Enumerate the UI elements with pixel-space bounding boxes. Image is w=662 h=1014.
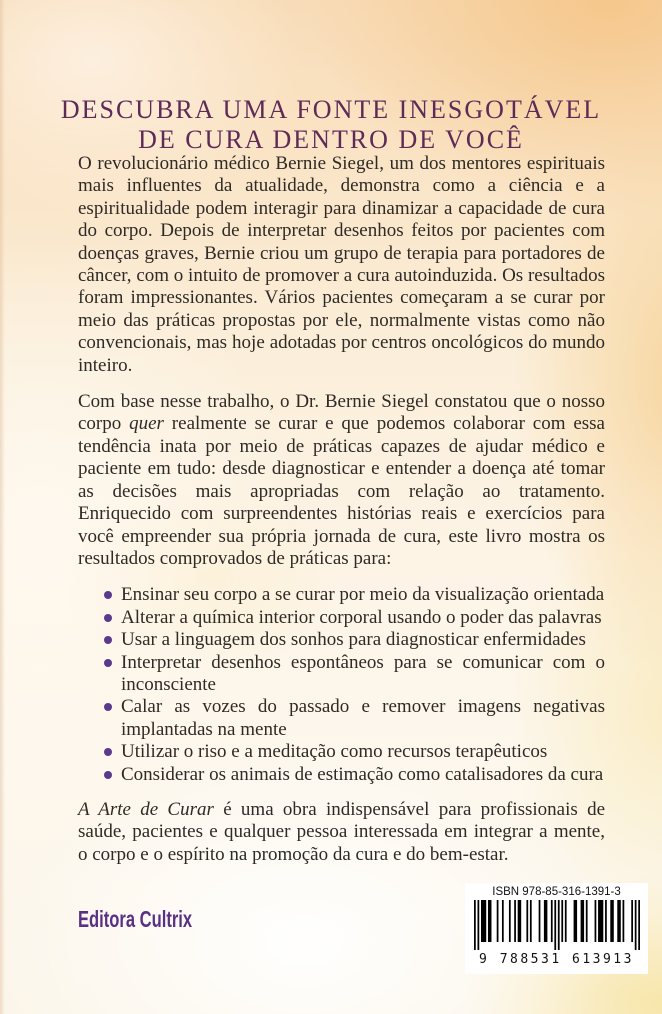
barcode <box>465 883 648 974</box>
paragraph-2-before: Com base nesse trabalho, o Dr. Bernie Siegel constatou que o nosso corpo <box>78 391 605 435</box>
list-item <box>103 629 605 651</box>
bullet-icon <box>104 659 112 667</box>
list-item-text: Calar as vozes do passado e remover imagens negativas implantadas na mente <box>121 696 605 740</box>
headline-line-1: DESCUBRA UMA FONTE INESGOTÁVEL <box>60 95 602 125</box>
list-item-text: Alterar a química interior corporal usando o poder das palavras <box>121 606 602 628</box>
list-item <box>103 696 605 741</box>
list-item-text: Interpretar desenhos espontâneos para se comunicar com o inconsciente <box>121 651 605 695</box>
paragraph-practices-intro <box>78 391 605 570</box>
barcode-image <box>474 900 640 950</box>
cover-text <box>78 153 605 866</box>
bullet-icon <box>104 771 112 779</box>
bullet-icon <box>104 591 112 599</box>
publisher-logo: Editora Cultrix <box>78 906 193 932</box>
isbn-label: ISBN 978-85-316-1391-3 <box>492 886 621 898</box>
list-item <box>103 764 605 786</box>
book-title-italic: A Arte de Curar <box>78 798 214 820</box>
bullet-icon <box>104 703 112 711</box>
paragraph-3-after: é uma obra indispensável para profissionais de saúde, pacientes e qualquer pessoa interessada em integrar a mente, o corpo e o espírito na promoção da cura e do bem-estar. <box>78 798 606 865</box>
practices-list <box>78 584 605 786</box>
headline-line-2: DE CURA DENTRO DE VOCÊ <box>138 125 524 155</box>
list-item <box>103 741 605 763</box>
list-item-text: Usar a linguagem dos sonhos para diagnosticar enfermidades <box>121 629 586 651</box>
bullet-icon <box>104 636 112 644</box>
bullet-icon <box>104 614 112 622</box>
list-item <box>103 652 605 697</box>
paragraph-closing <box>78 799 605 866</box>
paragraph-2-after: realmente se curar e que podemos colaborar com essa tendência inata por meio de práticas capazes de ajudar médico e paciente em tudo: desde diagnosticar e entender a doença até tomar as decisões mais apropriadas com relação ao tratamento. Enriquecido com surpreendentes histórias reais e exercícios para você empreender sua própria jornada de cura, este livro mostra os resultados comprovados de práticas para: <box>78 413 605 569</box>
list-item <box>103 584 605 606</box>
list-item-text: Considerar os animais de estimação como catalisadores da cura <box>121 763 604 785</box>
paragraph-2-italic: quer <box>129 413 164 435</box>
paragraph-intro: O revolucionário médico Bernie Siegel, um dos mentores espirituais mais influentes da atualidade, demonstra como a ciência e a espiritualidade podem interagir para dinamizar a capacidade de cura do corpo. Depois de interpretar desenhos feitos por pacientes com doenças graves, Bernie criou um grupo de terapia para portadores de câncer, com o intuito de promover a cura autoinduzida. Os resultados foram impressionantes. Vários pacientes começaram a se curar por meio das práticas propostas por ele, normalmente vistas como não convencionais, mas hoje adotadas por centros oncológicos do mundo inteiro. <box>78 153 605 376</box>
list-item <box>103 607 605 629</box>
headline <box>0 95 662 155</box>
bullet-icon <box>104 748 112 756</box>
ean-digits: 9 788531 613913 <box>479 952 634 967</box>
list-item-text: Ensinar seu corpo a se curar por meio da visualização orientada <box>121 584 605 606</box>
list-item-text: Utilizar o riso e a meditação como recursos terapêuticos <box>121 741 548 763</box>
